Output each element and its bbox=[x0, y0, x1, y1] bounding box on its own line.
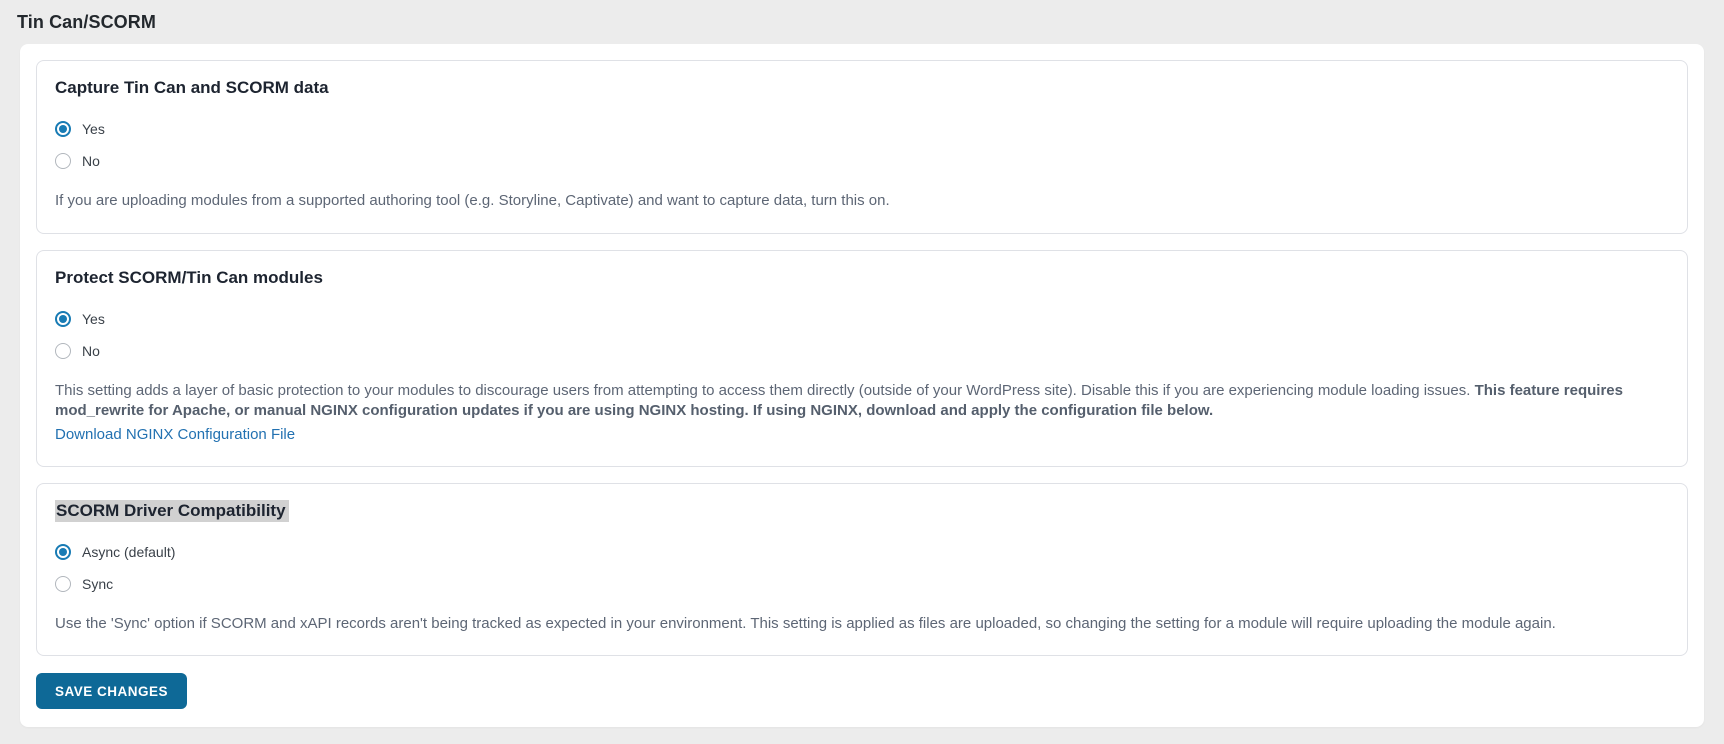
card-protect-heading: Protect SCORM/Tin Can modules bbox=[55, 267, 323, 287]
protect-no-radio[interactable] bbox=[55, 335, 100, 367]
driver-description: Use the 'Sync' option if SCORM and xAPI records aren't being tracked as expected in your environment. This setting is applied as files are uploaded, so changing the setting for a module will require uploading the module again. bbox=[55, 614, 1556, 632]
driver-sync-label: Sync bbox=[82, 575, 114, 592]
capture-yes-label: Yes bbox=[82, 121, 105, 138]
download-nginx-config-link[interactable]: Download NGINX Configuration File bbox=[55, 425, 296, 443]
card-driver-heading-highlight: SCORM Driver Compatibility bbox=[55, 500, 289, 522]
card-scorm-driver-compatibility bbox=[36, 483, 1688, 657]
protect-yes-radio[interactable] bbox=[55, 303, 105, 335]
page-title: Tin Can/SCORM bbox=[17, 12, 156, 32]
radio-button-icon[interactable] bbox=[55, 153, 71, 169]
radio-button-icon[interactable] bbox=[55, 544, 71, 560]
driver-async-radio[interactable] bbox=[55, 536, 175, 568]
protect-description-bold: This feature requires mod_rewrite for Apache, or manual NGINX configuration updates if you are using NGINX hosting. If using NGINX, download and apply the configuration file below. bbox=[55, 381, 1623, 419]
card-protect-modules bbox=[36, 250, 1688, 467]
protect-description bbox=[55, 381, 1669, 421]
card-capture-data bbox=[36, 60, 1688, 234]
save-changes-button[interactable]: SAVE CHANGES bbox=[36, 673, 187, 709]
protect-no-label: No bbox=[82, 342, 100, 359]
driver-async-label: Async (default) bbox=[82, 543, 176, 560]
radio-button-icon[interactable] bbox=[55, 343, 71, 359]
capture-description: If you are uploading modules from a supported authoring tool (e.g. Storyline, Captivate) and want to capture data, turn this on. bbox=[55, 192, 890, 210]
capture-no-label: No bbox=[82, 153, 100, 170]
radio-button-icon[interactable] bbox=[55, 121, 71, 137]
capture-no-radio[interactable] bbox=[55, 145, 100, 177]
protect-yes-label: Yes bbox=[82, 310, 105, 327]
protect-description-normal: This setting adds a layer of basic protection to your modules to discourage users from attempting to access them directly (outside of your WordPress site). Disable this if you are experiencing module loading issues. bbox=[55, 381, 1475, 399]
capture-yes-radio[interactable] bbox=[55, 113, 105, 145]
card-capture-heading: Capture Tin Can and SCORM data bbox=[55, 78, 329, 97]
settings-panel bbox=[20, 44, 1704, 727]
card-driver-heading bbox=[55, 500, 1669, 522]
driver-sync-radio[interactable] bbox=[55, 568, 113, 600]
radio-button-icon[interactable] bbox=[55, 576, 71, 592]
radio-button-icon[interactable] bbox=[55, 311, 71, 327]
